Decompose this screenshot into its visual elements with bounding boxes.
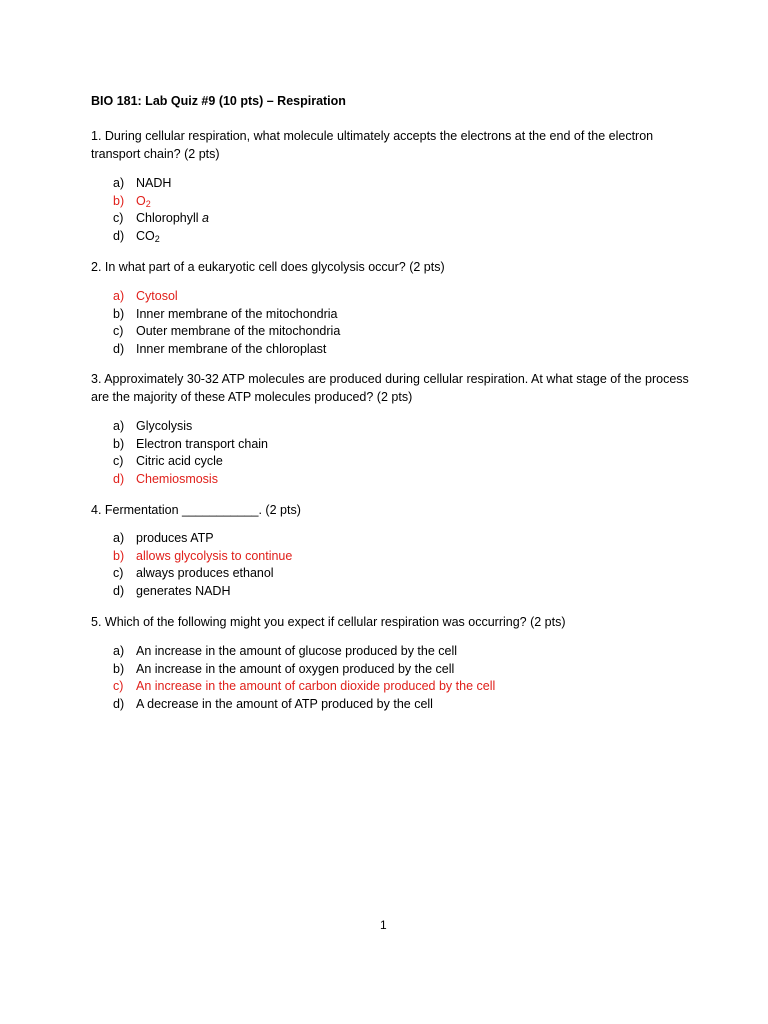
subscript: 2: [145, 198, 151, 209]
option-letter: b): [113, 661, 125, 676]
option-letter: a): [113, 531, 125, 545]
option-text: always produces ethanol: [136, 566, 274, 580]
option-text: An increase in the amount of carbon dioxide produced by the cell: [136, 679, 496, 693]
option-text: O: [136, 193, 146, 208]
option-text: Outer membrane of the mitochondria: [136, 324, 341, 338]
question-4-options: [113, 530, 292, 600]
option-text: CO: [136, 228, 155, 243]
option-letter: b): [113, 548, 125, 563]
answer-option: [113, 418, 268, 436]
quiz-title: BIO 181: Lab Quiz #9 (10 pts) – Respiration: [91, 94, 346, 108]
answer-option: [113, 175, 209, 193]
option-letter: d): [113, 341, 125, 356]
answer-option: [113, 661, 495, 679]
question-2-options: [113, 288, 340, 358]
option-text: allows glycolysis to continue: [136, 548, 293, 563]
option-text: Chemiosmosis: [136, 471, 218, 486]
answer-option: [113, 193, 209, 211]
option-text: An increase in the amount of oxygen produced by the cell: [136, 661, 455, 676]
answer-option: [113, 678, 495, 696]
option-letter: b): [113, 306, 125, 321]
option-text: Inner membrane of the chloroplast: [136, 341, 327, 356]
option-letter: d): [113, 471, 125, 486]
option-letter: c): [113, 679, 124, 693]
question-1: 1. During cellular respiration, what molecule ultimately accepts the electrons at the end of the electron transport chain? (2 pts): [91, 129, 654, 161]
question-1-options: [113, 175, 209, 245]
option-letter: a): [113, 419, 125, 433]
subscript: 2: [154, 233, 160, 244]
answer-option: [113, 436, 268, 454]
option-letter: b): [113, 436, 125, 451]
answer-option: [113, 228, 209, 246]
italic-text: a: [202, 211, 209, 225]
option-letter: c): [113, 324, 124, 338]
answer-option: [113, 548, 292, 566]
question-5: 5. Which of the following might you expect if cellular respiration was occurring? (2 pts): [91, 615, 566, 629]
option-letter: c): [113, 211, 124, 225]
option-letter: c): [113, 454, 124, 468]
answer-option: [113, 341, 340, 359]
option-letter: b): [113, 193, 125, 208]
option-letter: a): [113, 644, 125, 658]
answer-option: [113, 583, 292, 601]
option-text: NADH: [136, 176, 172, 190]
question-3-options: [113, 418, 268, 488]
option-letter: d): [113, 696, 125, 711]
option-text: Citric acid cycle: [136, 454, 223, 468]
page-number: 1: [380, 918, 387, 932]
option-text: Electron transport chain: [136, 436, 269, 451]
question-3: 3. Approximately 30-32 ATP molecules are produced during cellular respiration. At what stage of the process are the majority of these ATP molecules produced? (2 pts): [91, 372, 689, 404]
answer-option: [113, 453, 268, 471]
option-text: Cytosol: [136, 289, 178, 303]
question-5-options: [113, 643, 495, 713]
question-4: 4. Fermentation ___________. (2 pts): [91, 503, 301, 517]
answer-option: [113, 323, 340, 341]
option-letter: c): [113, 566, 124, 580]
answer-option: [113, 565, 292, 583]
question-2: 2. In what part of a eukaryotic cell does glycolysis occur? (2 pts): [91, 260, 445, 274]
option-letter: a): [113, 289, 125, 303]
option-text: Chlorophyll: [136, 211, 203, 225]
answer-option: [113, 530, 292, 548]
option-text: Inner membrane of the mitochondria: [136, 306, 338, 321]
answer-option: [113, 288, 340, 306]
option-letter: d): [113, 228, 125, 243]
option-text: An increase in the amount of glucose produced by the cell: [136, 644, 458, 658]
answer-option: [113, 643, 495, 661]
answer-option: [113, 696, 495, 714]
option-text: produces ATP: [136, 531, 214, 545]
option-letter: d): [113, 583, 125, 598]
answer-option: [113, 306, 340, 324]
answer-option: [113, 471, 268, 489]
option-letter: a): [113, 176, 125, 190]
option-text: generates NADH: [136, 583, 231, 598]
option-text: A decrease in the amount of ATP produced by the cell: [136, 696, 433, 711]
option-text: Glycolysis: [136, 419, 193, 433]
answer-option: [113, 210, 209, 228]
